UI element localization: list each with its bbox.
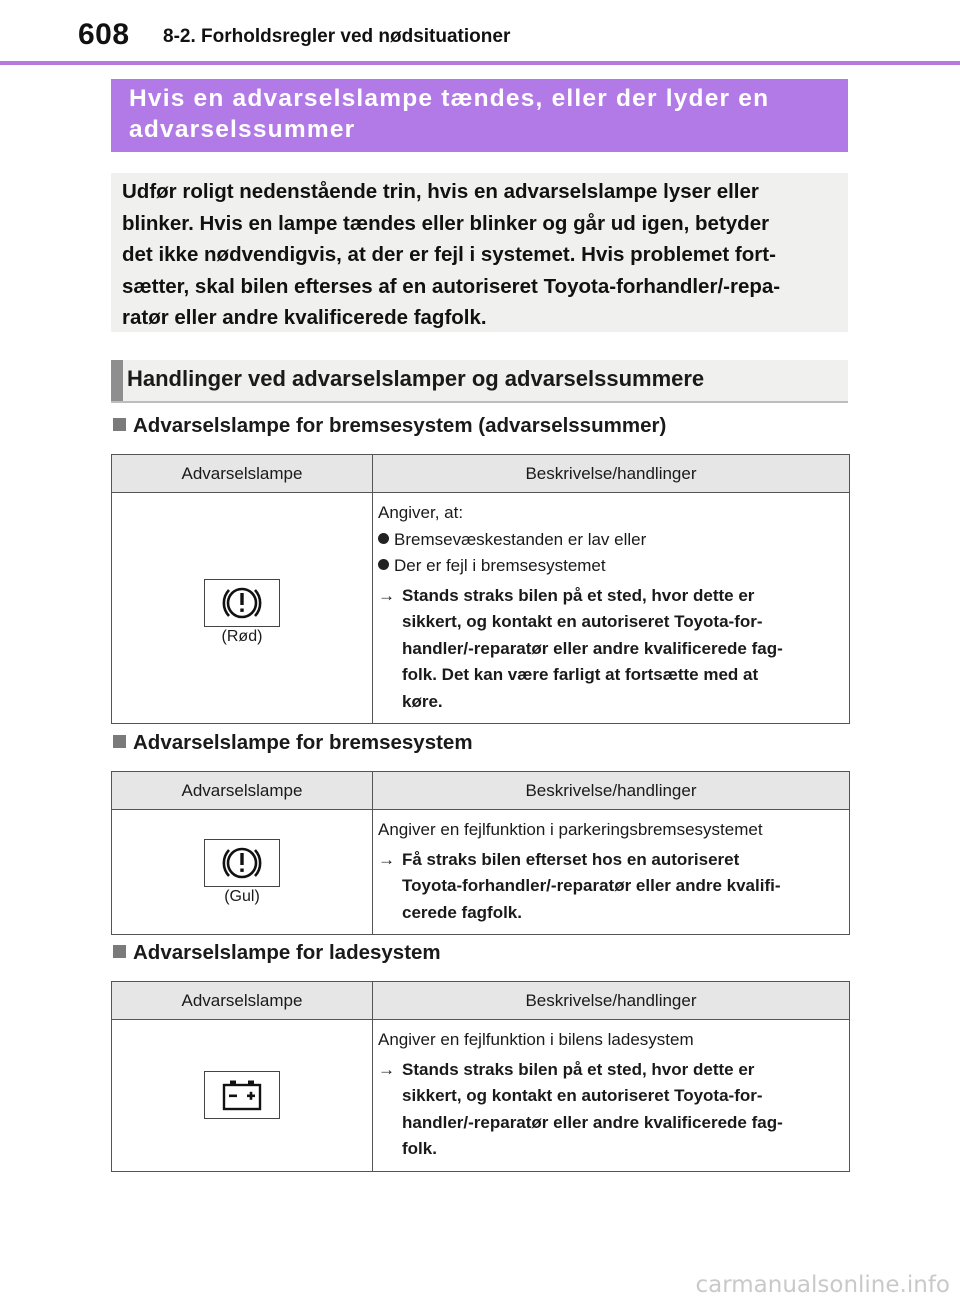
square-bullet-icon — [113, 735, 126, 748]
description-intro: Angiver en fejlfunktion i parkeringsbremsesystemet — [378, 820, 763, 839]
battery-charge-icon — [204, 1071, 280, 1119]
watermark: carmanualsonline.info — [695, 1272, 950, 1298]
description-cell — [373, 493, 850, 724]
section-heading-charging: Advarselslampe for ladesystem — [113, 941, 441, 965]
square-bullet-icon — [113, 418, 126, 431]
intro-line: Udfør roligt nedenstående trin, hvis en advarselslampe lyser eller — [122, 180, 759, 203]
title-band — [111, 79, 848, 152]
action-instruction: → Få straks bilen efterset hos en autoriseret Toyota-forhandler/-reparatør eller andre kvalifi- cerede fagfolk. — [378, 847, 843, 927]
col-header-description: Beskrivelse/handlinger — [373, 982, 850, 1020]
page-number: 608 — [78, 18, 130, 51]
lamp-color-label: (Gul) — [224, 887, 260, 905]
subheading-bar — [111, 360, 123, 401]
col-header-lamp: Advarselslampe — [112, 455, 373, 493]
arrow-icon: → — [378, 849, 395, 869]
section-header: 8-2. Forholdsregler ved nødsituationer — [163, 26, 511, 47]
lamp-cell — [112, 493, 373, 724]
intro-line: det ikke nødvendigvis, at der er fejl i systemet. Hvis problemet fort- — [122, 243, 776, 266]
action-instruction: → Stands straks bilen på et sted, hvor dette er sikkert, og kontakt en autoriseret Toyota-for- handler/-reparatør eller andre kvalificerede fag- folk. Det kan være farligt at fortsætte med at køre. — [378, 583, 843, 716]
table-header-row — [112, 772, 850, 810]
table-row — [112, 493, 850, 724]
col-header-lamp: Advarselslampe — [112, 772, 373, 810]
header-rule — [0, 61, 960, 65]
table-header-row — [112, 982, 850, 1020]
warning-table-charging — [111, 981, 850, 1172]
table-row — [112, 1020, 850, 1172]
arrow-icon: → — [378, 585, 395, 605]
bullet-dot-icon — [378, 533, 389, 544]
bullet-item: Bremsevæskestanden er lav eller — [378, 527, 843, 554]
title-line-2: advarselssummer — [129, 116, 356, 143]
bullet-dot-icon — [378, 559, 389, 570]
lamp-cell — [112, 810, 373, 935]
arrow-icon: → — [378, 1059, 395, 1079]
warning-table-brake-red — [111, 454, 850, 724]
brake-warning-icon — [204, 579, 280, 627]
col-header-description: Beskrivelse/handlinger — [373, 455, 850, 493]
title-line-1: Hvis en advarselslampe tændes, eller der lyder en — [129, 85, 770, 112]
intro-line: blinker. Hvis en lampe tændes eller blinker og går ud igen, betyder — [122, 211, 770, 235]
intro-line: sætter, skal bilen efterses af en autoriseret Toyota-forhandler/-repa- — [122, 274, 781, 298]
section-heading-brake-red: Advarselslampe for bremsesystem (advarselssummer) — [113, 414, 666, 438]
bullet-item: Der er fejl i bremsesystemet — [378, 553, 843, 580]
table-header-row — [112, 455, 850, 493]
lamp-cell — [112, 1020, 373, 1172]
subheading-band — [111, 360, 848, 403]
description-intro: Angiver, at: — [378, 503, 464, 522]
subheading-text: Handlinger ved advarselslamper og advarselssummere — [127, 366, 705, 391]
section-heading-brake-yellow: Advarselslampe for bremsesystem — [113, 731, 473, 755]
description-intro: Angiver en fejlfunktion i bilens ladesystem — [378, 1030, 694, 1049]
col-header-description: Beskrivelse/handlinger — [373, 772, 850, 810]
col-header-lamp: Advarselslampe — [112, 982, 373, 1020]
square-bullet-icon — [113, 945, 126, 958]
lamp-color-label: (Rød) — [221, 627, 263, 645]
intro-box — [111, 173, 848, 332]
warning-table-brake-yellow — [111, 771, 850, 935]
action-instruction: → Stands straks bilen på et sted, hvor dette er sikkert, og kontakt en autoriseret Toyota-for- handler/-reparatør eller andre kvalificerede fag- folk. — [378, 1057, 843, 1163]
table-row — [112, 810, 850, 935]
intro-line: ratør eller andre kvalificerede fagfolk. — [122, 306, 487, 329]
description-cell — [373, 810, 850, 935]
brake-warning-icon — [204, 839, 280, 887]
description-cell — [373, 1020, 850, 1172]
